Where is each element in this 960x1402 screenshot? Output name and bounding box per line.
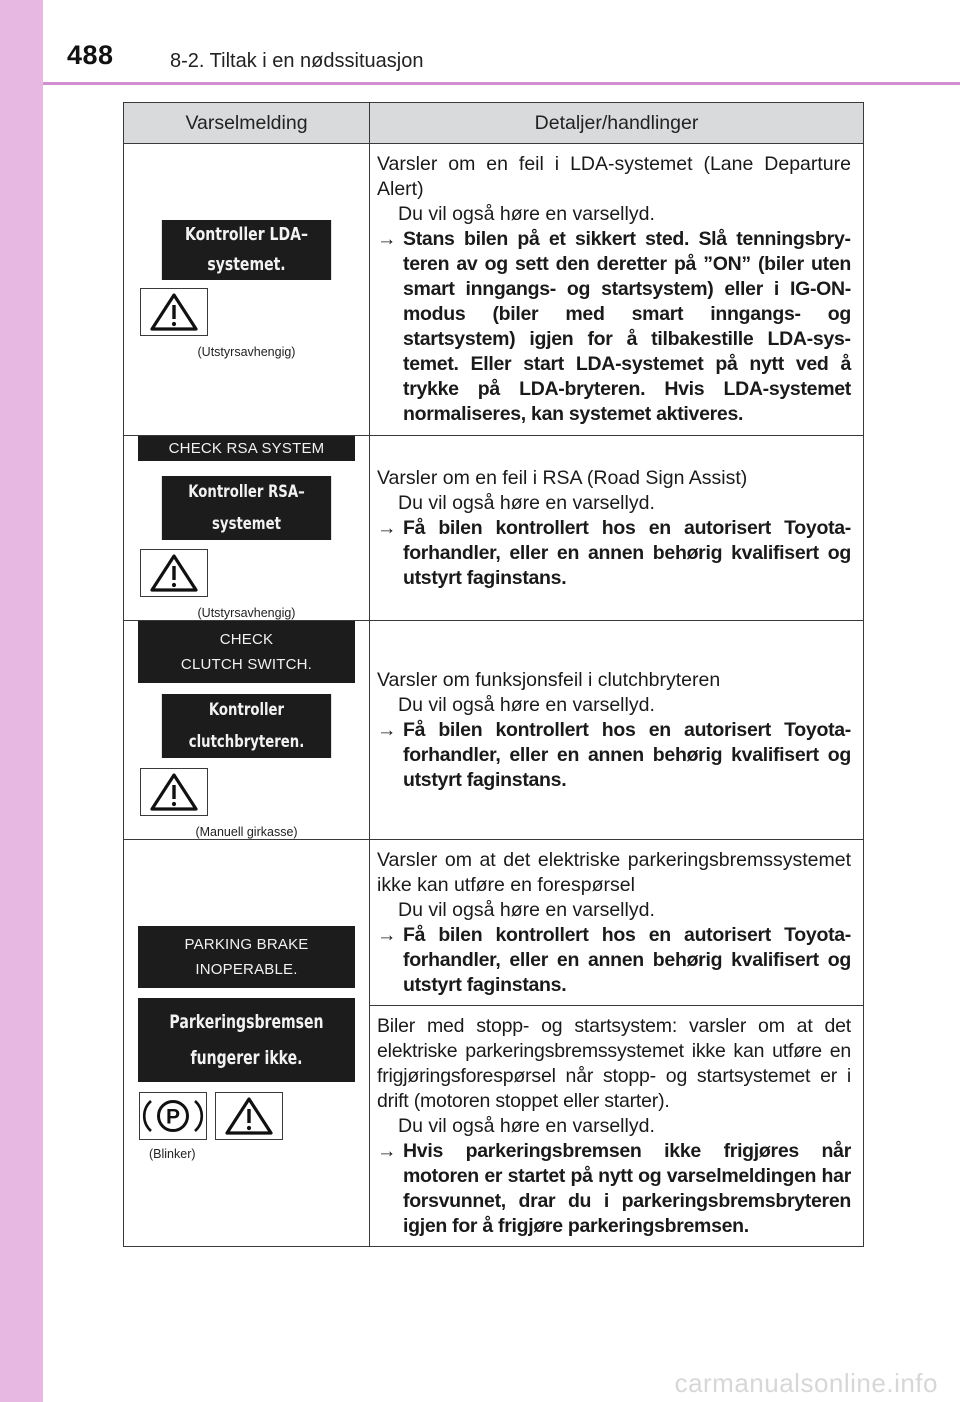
message-cell — [124, 144, 370, 436]
action-text: Få bilen kontrollert hos en autorisert Toyota-forhandler, eller en annen behørig kvalifisert og utstyrt faginstans. — [403, 718, 851, 791]
arrow-icon: → — [377, 228, 397, 250]
display-message-rsa-en: CHECK RSA SYSTEM — [138, 436, 355, 461]
display-line: PARKING BRAKE — [184, 935, 309, 953]
warning-triangle-icon — [140, 288, 208, 336]
table-row — [124, 144, 864, 436]
side-color-band — [0, 0, 43, 1402]
equipment-note: (Utstyrsavhengig) — [197, 606, 296, 620]
table-row — [124, 840, 864, 1006]
equipment-note: (Manuell girkasse) — [195, 825, 298, 839]
detail-text: Biler med stopp- og startsystem: varsler om at det elektriske parkeringsbremssystemet ikke kan utføre en frigjøringsforespørsel når stopp- og startsystemet er i drift (motoren stoppet eller starter). — [377, 1015, 851, 1112]
parking-brake-icon — [139, 1092, 207, 1140]
display-line: Parkeringsbremsen — [169, 1010, 324, 1033]
warning-message-table — [123, 102, 864, 1247]
display-message-lda: Kontroller LDA–systemet. — [162, 220, 331, 280]
watermark: carmanualsonline.info — [674, 1368, 938, 1398]
warning-triangle-icon — [140, 549, 208, 597]
warning-triangle-icon — [215, 1092, 283, 1140]
action-text: Få bilen kontrollert hos en autorisert Toyota-forhandler, eller en annen behørig kvalifisert og utstyrt faginstans. — [403, 516, 851, 589]
detail-action — [377, 227, 851, 427]
message-cell — [124, 621, 370, 840]
display-line: INOPERABLE. — [195, 960, 298, 978]
section-title: 8-2. Tiltak i en nødssituasjon — [170, 50, 424, 72]
arrow-icon: → — [377, 718, 397, 741]
display-line: CLUTCH SWITCH. — [180, 656, 313, 673]
message-cell — [124, 840, 370, 1247]
table-row — [124, 621, 864, 840]
column-header-message: Varselmelding — [124, 103, 370, 144]
detail-text: Varsler om en feil i RSA (Road Sign Assist) — [377, 466, 748, 489]
message-cell — [124, 436, 370, 621]
detail-text: Varsler om en feil i LDA-systemet (Lane Departure Alert) — [377, 153, 851, 200]
details-cell — [370, 144, 864, 436]
detail-text: Varsler om at det elektriske parkeringsbremssystemet ikke kan utføre en forespørsel — [377, 849, 851, 896]
warning-triangle-icon — [140, 768, 208, 816]
arrow-icon: → — [377, 516, 397, 539]
detail-action — [377, 718, 851, 793]
detail-sound: Du vil også høre en varsellyd. — [398, 491, 655, 514]
display-line: fungerer ikke. — [190, 1046, 303, 1069]
column-header-details: Detaljer/handlinger — [370, 103, 864, 144]
detail-action — [377, 1139, 851, 1239]
display-message-clutch-no: Kontroller clutchbryteren. — [162, 694, 331, 758]
details-cell — [370, 1006, 864, 1247]
display-line: CHECK — [219, 631, 274, 648]
action-text: Stans bilen på et sikkert sted. Slå tenningsbryteren av og sett den deretter på ”ON” (biler uten smart inngangs- og startsystem) eller i IG-ON-modus (biler med smart inngangs- og startsystem) igjen for å tilbakestille LDA-systemet. Eller start LDA-systemet på nytt ved å trykke på LDA-bryteren. Hvis LDA-systemet normaliseres, kan systemet aktiveres. — [403, 228, 851, 425]
action-text: Få bilen kontrollert hos en autorisert Toyota-forhandler, eller en annen behørig kvalifisert og utstyrt faginstans. — [403, 924, 851, 996]
display-message-parking-en — [138, 926, 355, 988]
detail-sound: Du vil også høre en varsellyd. — [398, 693, 655, 716]
svg-text:P: P — [165, 1105, 181, 1128]
details-cell — [370, 840, 864, 1006]
details-cell — [370, 621, 864, 840]
display-message-parking-no — [138, 998, 355, 1082]
detail-sound: Du vil også høre en varsellyd. — [398, 899, 655, 921]
equipment-note: (Utstyrsavhengig) — [197, 345, 296, 359]
arrow-icon: → — [377, 924, 397, 946]
detail-sound: Du vil også høre en varsellyd. — [398, 1115, 655, 1137]
action-text: Hvis parkeringsbremsen ikke frigjøres når motoren er startet på nytt og varselmeldingen har forsvunnet, drar du i parkeringsbremsbryteren igjen for å frigjøre parkeringsbremsen. — [403, 1140, 851, 1237]
detail-action — [377, 923, 851, 998]
details-cell — [370, 436, 864, 621]
arrow-icon: → — [377, 1140, 397, 1162]
detail-sound: Du vil også høre en varsellyd. — [398, 203, 655, 225]
detail-text: Varsler om funksjonsfeil i clutchbryteren — [377, 668, 721, 691]
page-number: 488 — [67, 40, 114, 70]
header-rule — [43, 82, 960, 85]
display-message-clutch-en — [138, 621, 355, 683]
detail-action — [377, 516, 851, 591]
table-row — [124, 436, 864, 621]
table-header-row — [124, 103, 864, 144]
display-message-rsa-no: Kontroller RSA–systemet — [162, 476, 331, 540]
blink-note: (Blinker) — [149, 1146, 196, 1161]
